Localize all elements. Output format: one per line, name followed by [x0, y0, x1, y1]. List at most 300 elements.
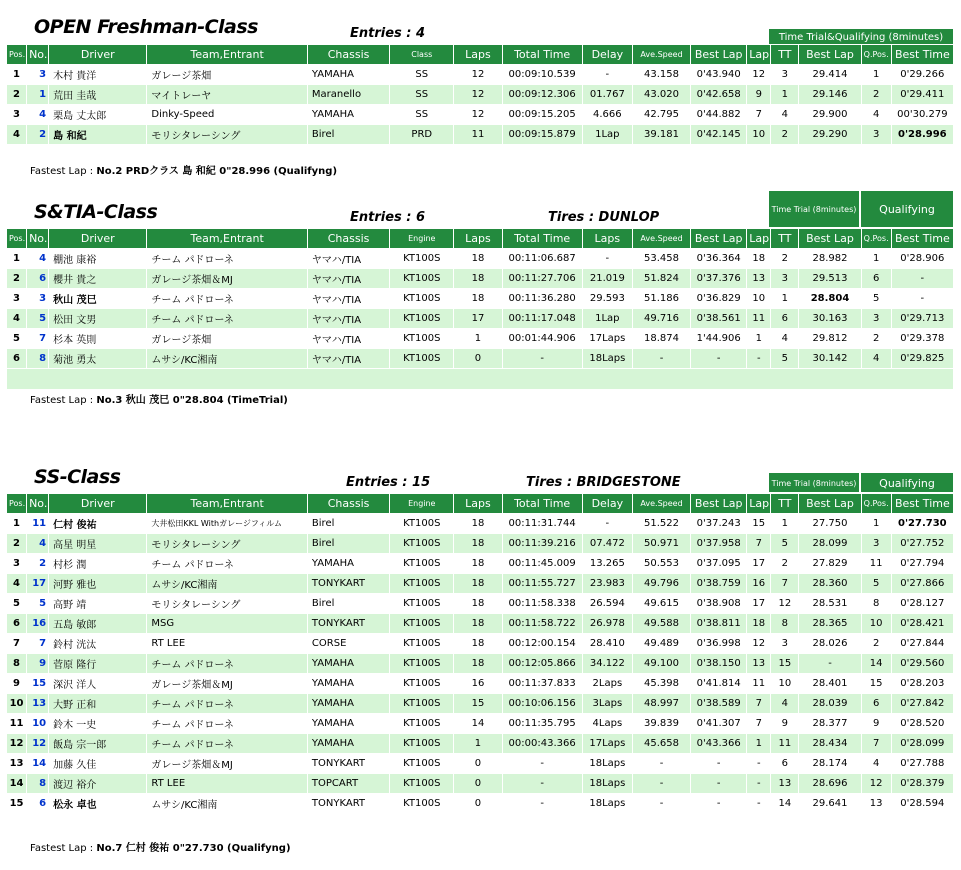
cell-tt: 1: [771, 514, 799, 534]
cell-total-time: 00:11:55.727: [502, 574, 582, 594]
cell-team: モリシタレーシング: [147, 534, 308, 554]
col-chassis: Chassis: [307, 229, 389, 249]
cell-best-lap: 0'41.307: [691, 714, 747, 734]
col-laps: Laps: [454, 494, 502, 514]
cell-driver: 河野 雅也: [49, 574, 147, 594]
cell-ave-speed: 50.553: [632, 554, 690, 574]
cell-chassis: ヤマハ/TIA: [307, 249, 389, 269]
cell-tt: 12: [771, 594, 799, 614]
cell-q-pos: 2: [861, 329, 891, 349]
table-row: [7, 554, 954, 574]
cell-team: チーム パドローネ: [147, 654, 308, 674]
cell-delay: 23.983: [582, 574, 632, 594]
cell-ave-speed: 49.716: [632, 309, 690, 329]
col-best2: Best Lap: [799, 45, 861, 65]
cell-car-no: 13: [27, 694, 49, 714]
cell-car-no: 6: [27, 794, 49, 814]
cell-ave-speed: 48.997: [632, 694, 690, 714]
cell-laps: 18: [454, 654, 502, 674]
cell-ave-speed: -: [632, 794, 690, 814]
cell-laps: 15: [454, 694, 502, 714]
ss-tires: Tires : BRIDGESTONE: [526, 475, 681, 490]
cell-chassis: TONYKART: [307, 794, 389, 814]
cell-best-time: 0'29.378: [891, 329, 953, 349]
cell-chassis: TONYKART: [307, 614, 389, 634]
cell-delay: 3Laps: [582, 694, 632, 714]
cell-car-no: 16: [27, 614, 49, 634]
col-pos: Pos.: [7, 494, 27, 514]
cell-best-time: 0'28.996: [891, 125, 953, 145]
cell-ave-speed: -: [632, 774, 690, 794]
open-title: OPEN Freshman-Class: [34, 16, 258, 38]
cell-tt-best-lap: 29.812: [799, 329, 861, 349]
cell-chassis: TOPCART: [307, 774, 389, 794]
cell-laps: 18: [454, 554, 502, 574]
blank-cell: [7, 369, 954, 390]
sstia-results-table: [6, 228, 954, 390]
cell-best-time: 0'27.844: [891, 634, 953, 654]
col-tt: TT: [771, 45, 799, 65]
cell-team: ガレージ茶畑＆MJ: [147, 674, 308, 694]
col-besttime: Best Time: [891, 45, 953, 65]
cell-team: チーム パドローネ: [147, 554, 308, 574]
cell-tt-best-lap: 28.377: [799, 714, 861, 734]
cell-best-lap: 0'42.658: [691, 85, 747, 105]
cell-chassis: YAMAHA: [307, 554, 389, 574]
table-row: [7, 774, 954, 794]
ss-title: SS-Class: [34, 466, 121, 488]
cell-laps: 11: [454, 125, 502, 145]
cell-best-lap: 0'38.908: [691, 594, 747, 614]
cell-delay: 4Laps: [582, 714, 632, 734]
open-section: [6, 0, 954, 180]
col-driver: Driver: [49, 494, 147, 514]
cell-lap: 12: [747, 65, 771, 85]
cell-ave-speed: 43.020: [632, 85, 690, 105]
fastest-value: No.3 秋山 茂巳 0"28.804 (TimeTrial): [96, 395, 288, 406]
cell-ave-speed: 49.615: [632, 594, 690, 614]
cell-lap: 10: [747, 125, 771, 145]
cell-tt-best-lap: 30.142: [799, 349, 861, 369]
cell-pos: 1: [7, 65, 27, 85]
cell-car-no: 5: [27, 309, 49, 329]
cell-delay: 26.594: [582, 594, 632, 614]
cell-ave-speed: -: [632, 349, 690, 369]
cell-q-pos: 6: [861, 694, 891, 714]
cell-pos: 3: [7, 289, 27, 309]
cell-total-time: -: [502, 774, 582, 794]
cell-best-lap: 0'42.145: [691, 125, 747, 145]
cell-tt-best-lap: 29.414: [799, 65, 861, 85]
cell-car-no: 7: [27, 329, 49, 349]
cell-driver: 荒田 圭哉: [49, 85, 147, 105]
cell-team: モリシタレーシング: [147, 125, 308, 145]
cell-car-no: 3: [27, 289, 49, 309]
table-row: [7, 269, 954, 289]
table-row: [7, 574, 954, 594]
cell-q-pos: 4: [861, 105, 891, 125]
col-lap: Lap: [747, 45, 771, 65]
cell-chassis: YAMAHA: [307, 674, 389, 694]
cell-class-engine: KT100S: [390, 734, 454, 754]
cell-lap: -: [747, 794, 771, 814]
cell-chassis: Birel: [307, 125, 389, 145]
cell-laps: 0: [454, 794, 502, 814]
col-total: Total Time: [502, 494, 582, 514]
table-row: [7, 309, 954, 329]
cell-pos: 5: [7, 594, 27, 614]
cell-class-engine: KT100S: [390, 514, 454, 534]
cell-chassis: Maranello: [307, 85, 389, 105]
cell-delay: 28.410: [582, 634, 632, 654]
cell-car-no: 4: [27, 105, 49, 125]
sstia-header-row: [7, 229, 954, 249]
table-row: [7, 674, 954, 694]
cell-best-time: -: [891, 269, 953, 289]
cell-car-no: 2: [27, 125, 49, 145]
cell-tt: 3: [771, 269, 799, 289]
cell-total-time: 00:11:37.833: [502, 674, 582, 694]
cell-chassis: Birel: [307, 534, 389, 554]
cell-pos: 12: [7, 734, 27, 754]
col-lap: Lap: [747, 494, 771, 514]
cell-car-no: 9: [27, 654, 49, 674]
cell-q-pos: 1: [861, 514, 891, 534]
cell-pos: 4: [7, 574, 27, 594]
cell-pos: 2: [7, 269, 27, 289]
cell-q-pos: 2: [861, 634, 891, 654]
cell-best-lap: 0'41.814: [691, 674, 747, 694]
cell-car-no: 14: [27, 754, 49, 774]
cell-lap: 16: [747, 574, 771, 594]
col-best2: Best Lap: [799, 229, 861, 249]
sstia-table-body: [7, 249, 954, 390]
cell-tt: 11: [771, 734, 799, 754]
col-tt: TT: [771, 229, 799, 249]
cell-best-time: 0'27.730: [891, 514, 953, 534]
cell-tt: 1: [771, 85, 799, 105]
cell-lap: -: [747, 349, 771, 369]
ss-group-tt: Time Trial (8minutes): [768, 472, 860, 493]
cell-pos: 7: [7, 634, 27, 654]
open-results-table: [6, 44, 954, 145]
cell-driver: 秋山 茂巳: [49, 289, 147, 309]
cell-class-engine: KT100S: [390, 574, 454, 594]
cell-tt-best-lap: 28.401: [799, 674, 861, 694]
cell-team: ガレージ茶畑＆MJ: [147, 269, 308, 289]
cell-best-time: 0'27.842: [891, 694, 953, 714]
col-pos: Pos.: [7, 229, 27, 249]
cell-total-time: 00:00:43.366: [502, 734, 582, 754]
cell-car-no: 8: [27, 774, 49, 794]
table-row: [7, 694, 954, 714]
cell-class-engine: KT100S: [390, 754, 454, 774]
cell-delay: 17Laps: [582, 734, 632, 754]
ss-fastest-lap: [30, 839, 291, 854]
cell-tt-best-lap: 27.829: [799, 554, 861, 574]
cell-best-time: 0'27.788: [891, 754, 953, 774]
cell-total-time: 00:12:00.154: [502, 634, 582, 654]
sstia-entries: Entries : 6: [350, 210, 426, 225]
ss-results-table: [6, 493, 954, 814]
col-delay: Delay: [582, 494, 632, 514]
cell-pos: 2: [7, 534, 27, 554]
cell-lap: 1: [747, 329, 771, 349]
col-delay: Laps: [582, 229, 632, 249]
cell-class-engine: KT100S: [390, 269, 454, 289]
cell-laps: 1: [454, 734, 502, 754]
col-laps: Laps: [454, 229, 502, 249]
cell-chassis: ヤマハ/TIA: [307, 329, 389, 349]
cell-best-time: 0'28.379: [891, 774, 953, 794]
cell-pos: 3: [7, 554, 27, 574]
cell-lap: 9: [747, 85, 771, 105]
cell-lap: 11: [747, 309, 771, 329]
cell-laps: 16: [454, 674, 502, 694]
cell-best-lap: 0'44.882: [691, 105, 747, 125]
cell-chassis: YAMAHA: [307, 694, 389, 714]
cell-tt: 9: [771, 714, 799, 734]
cell-driver: 深沢 洋人: [49, 674, 147, 694]
table-row: [7, 105, 954, 125]
cell-delay: -: [582, 65, 632, 85]
cell-tt-best-lap: -: [799, 654, 861, 674]
cell-lap: 7: [747, 714, 771, 734]
cell-driver: 飯島 宗一郎: [49, 734, 147, 754]
cell-ave-speed: 53.458: [632, 249, 690, 269]
cell-driver: 渡辺 裕介: [49, 774, 147, 794]
cell-delay: 17Laps: [582, 329, 632, 349]
cell-best-time: 0'29.266: [891, 65, 953, 85]
cell-ave-speed: 51.522: [632, 514, 690, 534]
table-row: [7, 714, 954, 734]
cell-best-lap: 0'38.150: [691, 654, 747, 674]
cell-best-time: 0'28.127: [891, 594, 953, 614]
sstia-title: S&TIA-Class: [34, 201, 158, 223]
cell-laps: 18: [454, 289, 502, 309]
cell-class-engine: SS: [390, 65, 454, 85]
cell-class-engine: KT100S: [390, 774, 454, 794]
cell-driver: 村杉 潤: [49, 554, 147, 574]
cell-pos: 3: [7, 105, 27, 125]
cell-delay: 2Laps: [582, 674, 632, 694]
cell-total-time: 00:01:44.906: [502, 329, 582, 349]
cell-ave-speed: 45.658: [632, 734, 690, 754]
cell-total-time: 00:11:35.795: [502, 714, 582, 734]
cell-car-no: 2: [27, 554, 49, 574]
cell-total-time: -: [502, 349, 582, 369]
cell-car-no: 11: [27, 514, 49, 534]
cell-tt: 8: [771, 614, 799, 634]
cell-laps: 0: [454, 774, 502, 794]
cell-driver: 大野 正和: [49, 694, 147, 714]
cell-q-pos: 5: [861, 574, 891, 594]
cell-delay: 07.472: [582, 534, 632, 554]
cell-car-no: 6: [27, 269, 49, 289]
blank-row: [7, 369, 954, 390]
cell-chassis: ヤマハ/TIA: [307, 289, 389, 309]
cell-laps: 18: [454, 574, 502, 594]
cell-tt: 4: [771, 694, 799, 714]
cell-lap: 18: [747, 614, 771, 634]
cell-delay: 13.265: [582, 554, 632, 574]
col-best: Best Lap: [691, 229, 747, 249]
cell-total-time: 00:11:58.722: [502, 614, 582, 634]
cell-best-time: 00'30.279: [891, 105, 953, 125]
cell-lap: 17: [747, 554, 771, 574]
table-row: [7, 794, 954, 814]
cell-total-time: 00:11:45.009: [502, 554, 582, 574]
col-team: Team,Entrant: [147, 494, 308, 514]
cell-laps: 12: [454, 65, 502, 85]
cell-laps: 18: [454, 614, 502, 634]
cell-laps: 18: [454, 269, 502, 289]
fastest-value: No.7 仁村 俊祐 0"27.730 (Qualifyng): [96, 843, 291, 854]
cell-best-time: 0'28.421: [891, 614, 953, 634]
cell-laps: 0: [454, 349, 502, 369]
cell-chassis: ヤマハ/TIA: [307, 309, 389, 329]
cell-delay: 4.666: [582, 105, 632, 125]
cell-q-pos: 12: [861, 774, 891, 794]
cell-q-pos: 7: [861, 734, 891, 754]
cell-team: ガレージ茶畑＆MJ: [147, 754, 308, 774]
cell-delay: 18Laps: [582, 774, 632, 794]
sstia-group-tt: Time Trial (8minutes): [768, 190, 860, 228]
cell-tt: 13: [771, 774, 799, 794]
cell-team: チーム パドローネ: [147, 734, 308, 754]
cell-team: ガレージ茶畑: [147, 65, 308, 85]
cell-best-lap: -: [691, 754, 747, 774]
cell-chassis: ヤマハ/TIA: [307, 349, 389, 369]
cell-tt-best-lap: 29.641: [799, 794, 861, 814]
cell-driver: 島 和紀: [49, 125, 147, 145]
cell-class-engine: KT100S: [390, 794, 454, 814]
cell-class-engine: KT100S: [390, 329, 454, 349]
ss-header-row: [7, 494, 954, 514]
table-row: [7, 654, 954, 674]
cell-laps: 12: [454, 105, 502, 125]
cell-tt-best-lap: 29.513: [799, 269, 861, 289]
cell-tt: 5: [771, 534, 799, 554]
cell-pos: 4: [7, 125, 27, 145]
cell-pos: 2: [7, 85, 27, 105]
cell-q-pos: 11: [861, 554, 891, 574]
cell-tt-best-lap: 28.434: [799, 734, 861, 754]
cell-class-engine: KT100S: [390, 534, 454, 554]
ss-section: [6, 452, 954, 862]
cell-best-time: 0'29.411: [891, 85, 953, 105]
cell-ave-speed: -: [632, 754, 690, 774]
cell-pos: 11: [7, 714, 27, 734]
cell-chassis: Birel: [307, 594, 389, 614]
cell-chassis: YAMAHA: [307, 65, 389, 85]
col-chassis: Chassis: [307, 45, 389, 65]
open-header-row: [7, 45, 954, 65]
cell-car-no: 4: [27, 534, 49, 554]
cell-laps: 18: [454, 249, 502, 269]
cell-total-time: 00:09:10.539: [502, 65, 582, 85]
cell-driver: 鈴村 洸汰: [49, 634, 147, 654]
col-best: Best Lap: [691, 494, 747, 514]
cell-driver: 松田 文男: [49, 309, 147, 329]
cell-best-lap: 1'44.906: [691, 329, 747, 349]
table-row: [7, 329, 954, 349]
cell-total-time: 00:11:27.706: [502, 269, 582, 289]
cell-q-pos: 4: [861, 349, 891, 369]
col-best2: Best Lap: [799, 494, 861, 514]
cell-tt: 3: [771, 634, 799, 654]
cell-tt: 6: [771, 754, 799, 774]
cell-tt: 4: [771, 105, 799, 125]
cell-ave-speed: 51.186: [632, 289, 690, 309]
open-group-header: Time Trial&Qualifying (8minutes): [768, 28, 954, 45]
col-engine: Engine: [390, 229, 454, 249]
col-pos: Pos.: [7, 45, 27, 65]
table-row: [7, 85, 954, 105]
cell-delay: 01.767: [582, 85, 632, 105]
cell-laps: 18: [454, 514, 502, 534]
cell-laps: 14: [454, 714, 502, 734]
cell-best-time: 0'27.866: [891, 574, 953, 594]
open-entries: Entries : 4: [350, 26, 426, 41]
cell-driver: 櫻井 貴之: [49, 269, 147, 289]
cell-ave-speed: 49.100: [632, 654, 690, 674]
col-ave: Ave.Speed: [632, 45, 690, 65]
cell-best-lap: -: [691, 774, 747, 794]
col-total: Total Time: [502, 45, 582, 65]
cell-q-pos: 13: [861, 794, 891, 814]
cell-tt-best-lap: 28.365: [799, 614, 861, 634]
cell-class-engine: KT100S: [390, 634, 454, 654]
cell-car-no: 7: [27, 634, 49, 654]
cell-car-no: 15: [27, 674, 49, 694]
cell-car-no: 17: [27, 574, 49, 594]
cell-ave-speed: 49.489: [632, 634, 690, 654]
fastest-label: Fastest Lap :: [30, 166, 97, 177]
cell-tt: 15: [771, 654, 799, 674]
cell-pos: 8: [7, 654, 27, 674]
cell-best-lap: 0'36.364: [691, 249, 747, 269]
sstia-fastest-lap: [30, 391, 288, 406]
cell-lap: 17: [747, 594, 771, 614]
cell-best-time: -: [891, 289, 953, 309]
col-team: Team,Entrant: [147, 229, 308, 249]
cell-driver: 菊池 勇太: [49, 349, 147, 369]
table-row: [7, 634, 954, 654]
cell-lap: 7: [747, 534, 771, 554]
cell-car-no: 8: [27, 349, 49, 369]
cell-car-no: 4: [27, 249, 49, 269]
cell-team: チーム パドローネ: [147, 694, 308, 714]
table-row: [7, 594, 954, 614]
cell-best-time: 0'29.825: [891, 349, 953, 369]
cell-class-engine: KT100S: [390, 594, 454, 614]
cell-q-pos: 14: [861, 654, 891, 674]
cell-pos: 13: [7, 754, 27, 774]
cell-tt: 1: [771, 289, 799, 309]
cell-tt: 7: [771, 574, 799, 594]
cell-delay: 21.019: [582, 269, 632, 289]
cell-tt-best-lap: 28.531: [799, 594, 861, 614]
cell-q-pos: 3: [861, 125, 891, 145]
cell-best-lap: 0'37.243: [691, 514, 747, 534]
cell-total-time: 00:11:39.216: [502, 534, 582, 554]
cell-lap: 1: [747, 734, 771, 754]
cell-laps: 17: [454, 309, 502, 329]
col-class: Class: [390, 45, 454, 65]
cell-tt: 4: [771, 329, 799, 349]
cell-class-engine: KT100S: [390, 309, 454, 329]
